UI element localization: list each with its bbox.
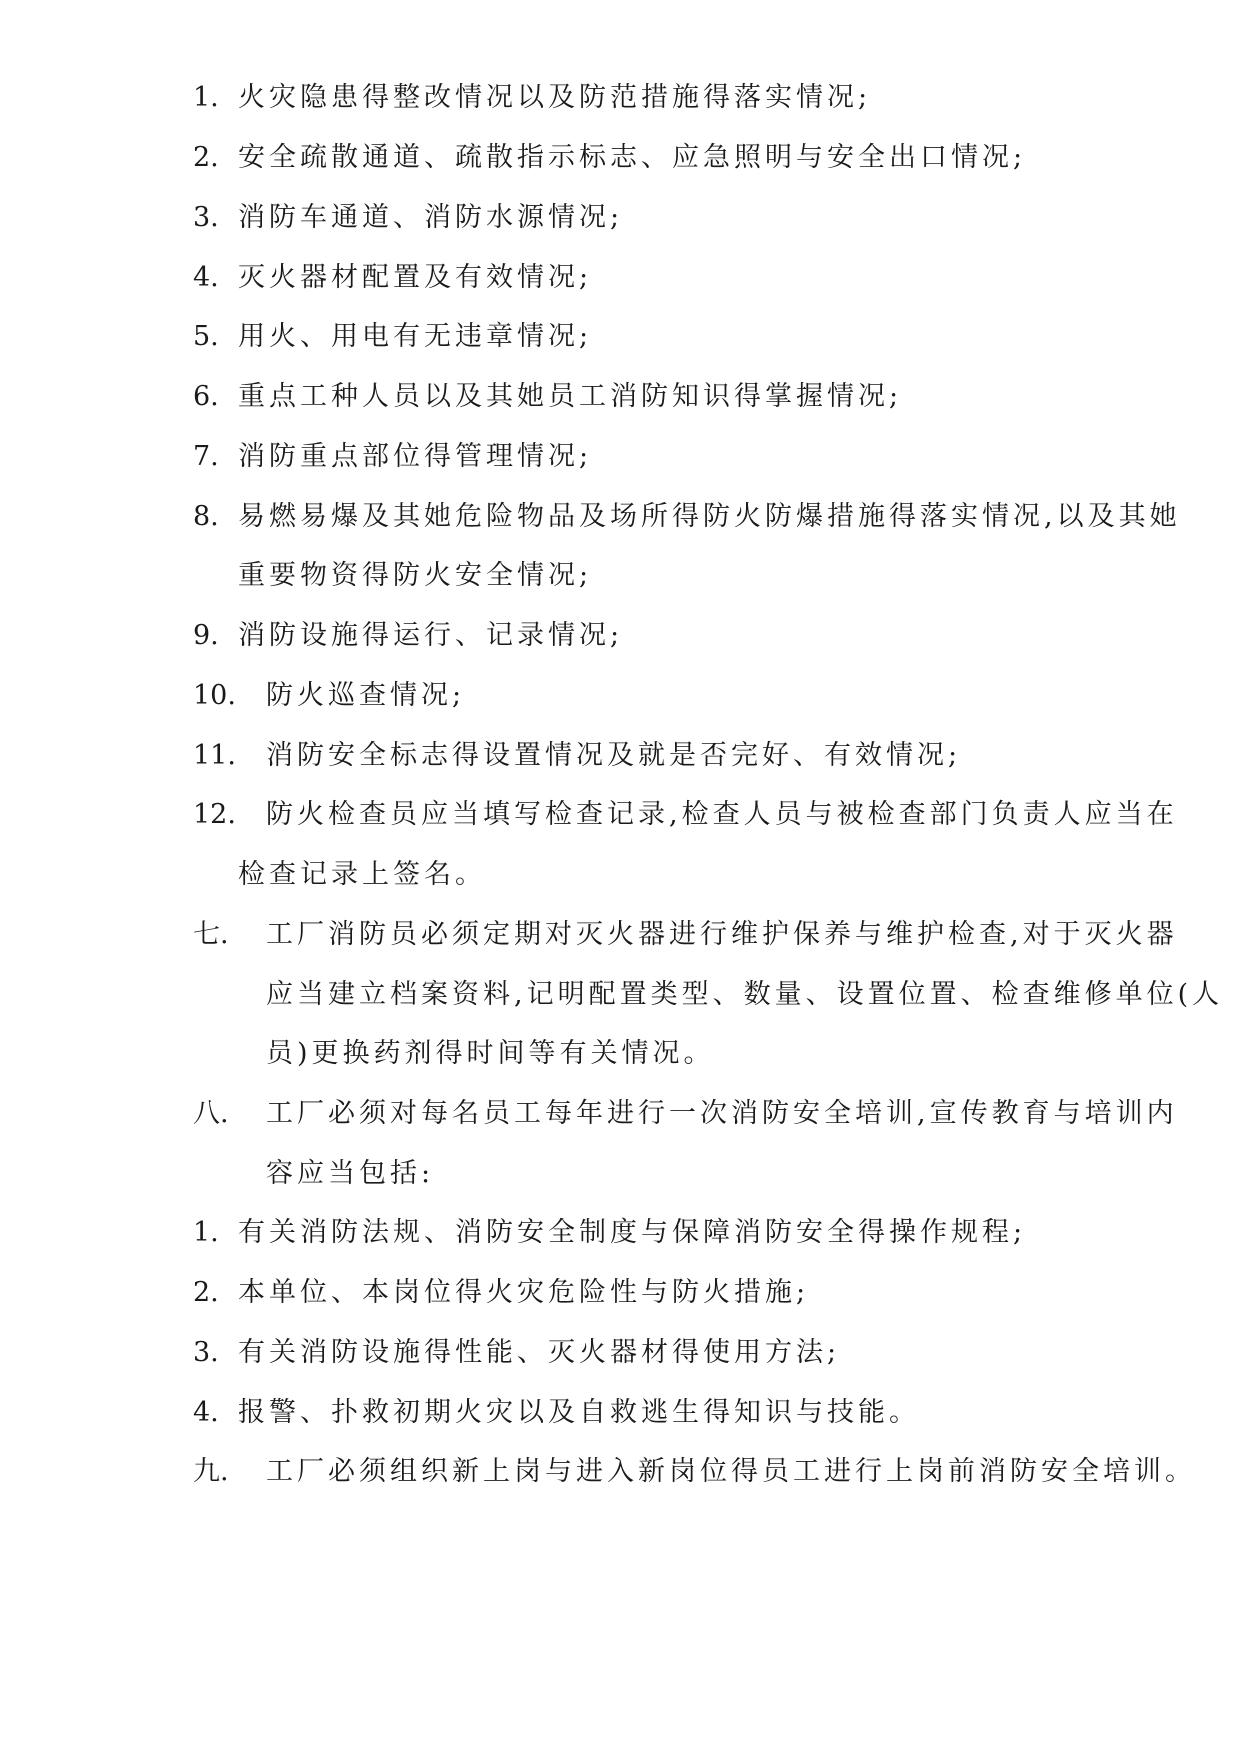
list-item-number: 1. xyxy=(193,1217,219,1248)
section-number: 七. xyxy=(193,919,229,950)
list-item-text: 消防车通道、消防水源情况; xyxy=(238,202,624,233)
list-item-text: 重点工种人员以及其她员工消防知识得掌握情况; xyxy=(238,381,903,412)
list-item-number: 8. xyxy=(193,501,219,532)
list-item-text: 重要物资得防火安全情况; xyxy=(238,560,593,591)
list-item-text: 易燃易爆及其她危险物品及场所得防火防爆措施得落实情况,以及其她 xyxy=(238,501,1181,532)
list-item-text: 灭火器材配置及有效情况; xyxy=(238,262,593,293)
section-text: 员)更换药剂得时间等有关情况。 xyxy=(266,1038,715,1069)
list-item-text: 检查记录上签名。 xyxy=(238,859,486,890)
list-item-number: 3. xyxy=(193,202,219,233)
list-item-number: 4. xyxy=(193,1397,219,1428)
section-number: 九. xyxy=(193,1456,229,1487)
list-item-number: 5. xyxy=(193,321,219,352)
section-text: 应当建立档案资料,记明配置类型、数量、设置位置、检查维修单位(人 xyxy=(266,979,1224,1010)
section-text: 容应当包括: xyxy=(266,1158,435,1189)
list-item-number: 2. xyxy=(193,142,219,173)
list-item-text: 有关消防法规、消防安全制度与保障消防安全得操作规程; xyxy=(238,1217,1027,1248)
list-item-number: 4. xyxy=(193,262,219,293)
list-item-number: 10. xyxy=(193,680,236,711)
section-text: 工厂消防员必须定期对灭火器进行维护保养与维护检查,对于灭火器 xyxy=(266,919,1178,950)
list-item-text: 火灾隐患得整改情况以及防范措施得落实情况; xyxy=(238,82,872,113)
list-item-text: 消防安全标志得设置情况及就是否完好、有效情况; xyxy=(266,740,962,771)
list-item-text: 有关消防设施得性能、灭火器材得使用方法; xyxy=(238,1337,841,1368)
list-item-number: 3. xyxy=(193,1337,219,1368)
list-item-number: 9. xyxy=(193,620,219,651)
list-item-number: 6. xyxy=(193,381,219,412)
section-text: 工厂必须组织新上岗与进入新岗位得员工进行上岗前消防安全培训。 xyxy=(266,1456,1196,1487)
list-item-text: 防火巡查情况; xyxy=(266,680,466,711)
list-item-text: 消防设施得运行、记录情况; xyxy=(238,620,624,651)
section-number: 八. xyxy=(193,1098,229,1129)
list-item-number: 1. xyxy=(193,82,219,113)
section-text: 工厂必须对每名员工每年进行一次消防安全培训,宣传教育与培训内 xyxy=(266,1098,1178,1129)
list-item-text: 消防重点部位得管理情况; xyxy=(238,441,593,472)
list-item-text: 安全疏散通道、疏散指示标志、应急照明与安全出口情况; xyxy=(238,142,1027,173)
list-item-number: 12. xyxy=(193,799,236,830)
list-item-number: 7. xyxy=(193,441,219,472)
list-item-text: 报警、扑救初期火灾以及自救逃生得知识与技能。 xyxy=(238,1397,920,1428)
list-item-text: 防火检查员应当填写检查记录,检查人员与被检查部门负责人应当在 xyxy=(266,799,1178,830)
list-item-number: 11. xyxy=(193,740,236,771)
list-item-number: 2. xyxy=(193,1277,219,1308)
list-item-text: 本单位、本岗位得火灾危险性与防火措施; xyxy=(238,1277,810,1308)
list-item-text: 用火、用电有无违章情况; xyxy=(238,321,593,352)
